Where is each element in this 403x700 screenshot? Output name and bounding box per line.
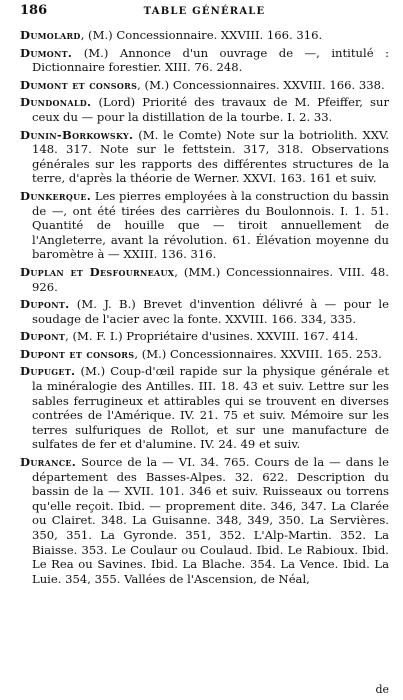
page-header	[20, 4, 389, 24]
entry-text: , (MM.) Concessionnaires. VIII. 48. 926.	[32, 264, 389, 294]
entry-text: (M. le Comte) Note sur la botriolith. XXV. 148. 317. Note sur le fettstein. 317, 318. Observations générales sur les rapports des différentes structures de la terre, d'après la théorie de Werner. XXVI. 163. 161 et suiv.	[32, 127, 389, 186]
entry-headword: Dunin-Borkowsky.	[20, 127, 134, 142]
entry-text: (M. J. B.) Brevet d'invention délivré à — pour le soudage de l'acier avec la fonte. XXVIII. 166. 334, 335.	[32, 297, 389, 326]
index-entry	[20, 455, 389, 586]
index-entry	[20, 128, 389, 186]
entry-text: , (M. F. I.) Propriétaire d'usines. XXVIII. 167. 414.	[65, 329, 359, 344]
entry-text: , (M.) Concessionnaire. XXVIII. 166. 316.	[80, 28, 323, 42]
index-entries	[20, 28, 389, 586]
running-title: TABLE GÉNÉRALE	[143, 6, 266, 17]
entry-text: , (M.) Concessionnaires. XXVIII. 166. 338.	[137, 77, 385, 92]
index-entry	[20, 78, 389, 93]
entry-headword: Dupont et consors	[20, 346, 135, 361]
index-entry	[20, 28, 389, 43]
page-number: 186	[20, 3, 48, 18]
index-entry	[20, 347, 389, 362]
entry-text: (M.) Coup-d'œil rapide sur la physique générale et la minéralogie des Antilles. III. 18. 43 et suiv. Lettre sur les sables ferrugineux et attirables qui se trouvent en diverses contrées de l'Amérique. IV. 21. 75 et suiv. Mémoire sur les terres sulfuriques de Rollot, et sur une manufacture de sulfates de fer et d'alumine. IV. 24. 49 et suiv.	[32, 364, 389, 452]
catchword: de	[375, 683, 389, 697]
entry-headword: Dumolard	[20, 28, 81, 42]
entry-headword: Duplan et Desfourneaux	[20, 264, 175, 279]
index-entry	[20, 46, 389, 75]
entry-headword: Dumont et consors	[20, 77, 138, 92]
entry-headword: Dunkerque.	[20, 188, 92, 203]
index-entry	[20, 297, 389, 326]
entry-headword: Dupont.	[20, 297, 70, 312]
entry-text: Les pierres employées à la construction du bassin de —, ont été tirées des carrières du Boulonnois. I. 1. 51. Quantité de houille que — tiroit annuellement de l'Angleterre, avant la révolution. 61. Élévation moyenne du baromètre à — XXIII. 136. 316.	[32, 188, 389, 262]
index-entry	[20, 364, 389, 452]
entry-text: (M.) Annonce d'un ouvrage de —, intitulé : Dictionnaire forestier. XIII. 76. 248.	[32, 45, 389, 75]
entry-text: Source de la — VI. 34. 765. Cours de la — dans le département des Basses-Alpes. 32. 622. Description du bassin de la — XVII. 101. 346 et suiv. Ruisseaux ou torrens qu'elle reçoit. Ibid. — proprement dite. 346, 347. La Clarée ou Clairet. 348. La Guisanne. 348, 349, 350. La Servières. 350, 351. La Gyronde. 351, 352. L'Alp-Martin. 352. La Biaisse. 353. Le Coulaur ou Coulaud. Ibid. Le Rabioux. Ibid. Le Rea ou Savines. Ibid. La Blache. 354. La Vence. Ibid. La Luie. 354, 355. Vallées de l'Ascension, de Néal,	[32, 455, 389, 586]
entry-headword: Dupont	[20, 329, 66, 344]
index-entry	[20, 265, 389, 294]
entry-text: , (M.) Concessionnaires. XXVIII. 165. 253.	[134, 346, 382, 361]
index-entry	[20, 189, 389, 262]
entry-headword: Dupuget.	[20, 364, 76, 379]
entry-headword: Dundonald.	[20, 95, 92, 110]
index-entry	[20, 95, 389, 124]
index-entry	[20, 329, 389, 344]
entry-headword: Durance.	[20, 455, 77, 470]
entry-headword: Dumont.	[20, 45, 73, 60]
entry-text: (Lord) Priorité des travaux de M. Pfeiffer, sur ceux du — pour la distillation de la tourbe. I. 2. 33.	[32, 95, 389, 124]
